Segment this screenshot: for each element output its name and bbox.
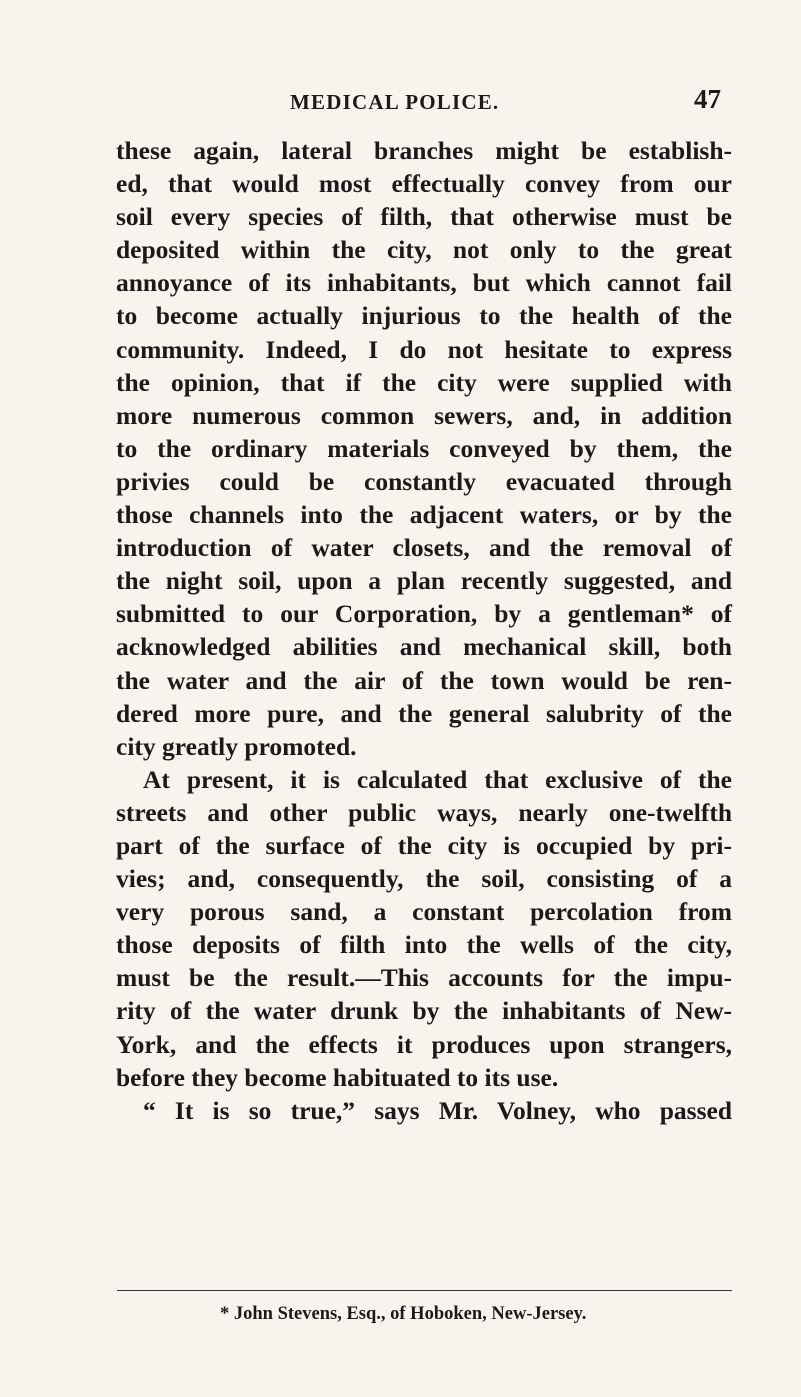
text-line: very porous sand, a constant percolation from — [116, 897, 732, 927]
text-line: part of the surface of the city is occupied by pri- — [116, 830, 732, 860]
text-line: privies could be constantly evacuated through — [116, 466, 732, 496]
text-line: to become actually injurious to the health of the — [116, 301, 732, 331]
text-line: introduction of water closets, and the removal of — [116, 533, 732, 563]
text-line: must be the result.—This accounts for the impu- — [116, 963, 732, 993]
body-text — [116, 134, 732, 1127]
running-title: MEDICAL POLICE. — [290, 90, 500, 114]
text-line: city greatly promoted. — [116, 731, 357, 761]
text-line: submitted to our Corporation, by a gentleman* of — [116, 599, 732, 629]
text-line: “ It is so true,” says Mr. Volney, who passed — [143, 1095, 732, 1125]
text-line: dered more pure, and the general salubrity of the — [116, 698, 732, 728]
text-line: acknowledged abilities and mechanical skill, both — [116, 632, 732, 662]
text-line: the night soil, upon a plan recently suggested, and — [116, 566, 732, 596]
text-line: rity of the water drunk by the inhabitants of New- — [116, 996, 732, 1026]
text-line: community. Indeed, I do not hesitate to express — [116, 334, 732, 364]
text-line: At present, it is calculated that exclusive of the — [143, 764, 732, 794]
text-line: streets and other public ways, nearly one-twelfth — [116, 797, 732, 827]
page-number: 47 — [694, 84, 721, 114]
text-line: the opinion, that if the city were supplied with — [116, 367, 732, 397]
footnote: * John Stevens, Esq., of Hoboken, New-Jersey. — [220, 1304, 587, 1324]
footnote-divider — [117, 1290, 732, 1291]
text-line: these again, lateral branches might be establish- — [116, 136, 732, 165]
running-head — [0, 86, 801, 126]
text-line: before they become habituated to its use. — [116, 1062, 559, 1092]
text-line: more numerous common sewers, and, in addition — [116, 400, 732, 430]
text-line: annoyance of its inhabitants, but which cannot fail — [116, 268, 732, 298]
text-line: York, and the effects it produces upon strangers, — [116, 1029, 732, 1059]
text-line: the water and the air of the town would be ren- — [116, 665, 732, 695]
text-line: to the ordinary materials conveyed by them, the — [116, 433, 732, 463]
text-line: deposited within the city, not only to the great — [116, 235, 732, 265]
text-line: those deposits of filth into the wells of the city, — [116, 930, 732, 960]
text-line: ed, that would most effectually convey from our — [116, 169, 732, 199]
text-line: those channels into the adjacent waters, or by the — [116, 500, 732, 530]
text-line: vies; and, consequently, the soil, consisting of a — [116, 864, 732, 894]
text-line: soil every species of filth, that otherwise must be — [116, 202, 732, 232]
